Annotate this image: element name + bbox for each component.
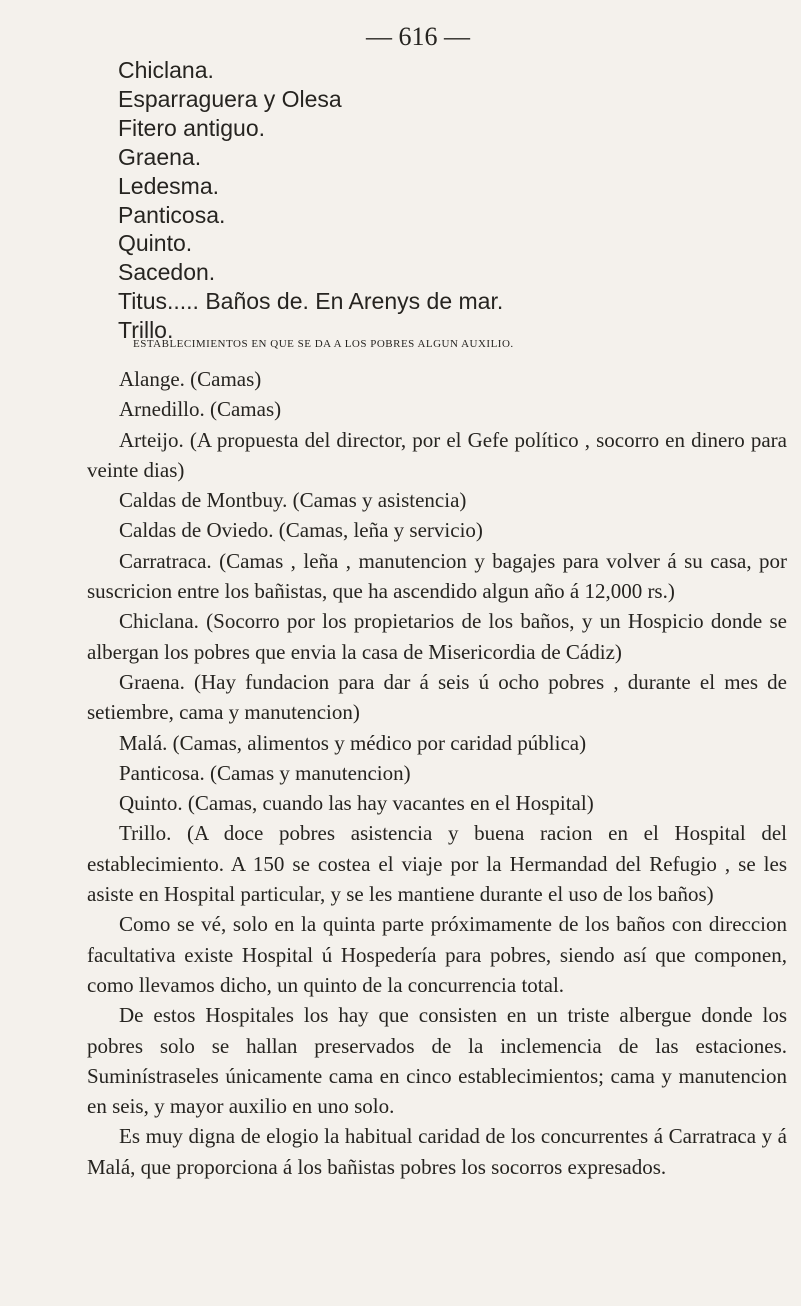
paragraph: Alange. (Camas)	[119, 367, 262, 391]
list-item: Titus..... Baños de. En Arenys de mar.	[118, 288, 504, 315]
section-title: ESTABLECIMIENTOS EN QUE SE DA A LOS POBRES ALGUN AUXILIO.	[133, 338, 514, 350]
list-item: Panticosa.	[118, 201, 226, 228]
paragraph: Carratraca. (Camas , leña , manutencion y bagajes para volver á su casa, por suscricion entre los bañistas, que ha ascendido algun año á 12,000 rs.)	[87, 548, 787, 604]
list-item: Chiclana.	[118, 57, 214, 83]
list-item: Fitero antiguo.	[118, 114, 266, 141]
list-item: Quinto.	[118, 230, 193, 257]
paragraph: Malá. (Camas, alimentos y médico por caridad pública)	[119, 730, 587, 755]
paragraph: Chiclana. (Socorro por los propietarios de los baños, y un Hospicio donde se albergan los pobres que envia la casa de Misericordia de Cádiz)	[87, 609, 787, 664]
paragraph: Arteijo. (A propuesta del director, por el Gefe político , socorro en dinero para veinte dias)	[87, 427, 787, 482]
list-item: Esparraguera y Olesa	[118, 85, 342, 112]
paragraph: Es muy digna de elogio la habitual caridad de los concurrentes á Carratraca y á Malá, que proporciona á los bañistas pobres los socorros expresados.	[87, 1124, 787, 1179]
paragraph: Trillo. (A doce pobres asistencia y buena racion en el Hospital del establecimiento. A 150 se costea el viaje por la Hermandad del Refugio , se les asiste en Hospital particular, y se les mantiene durante el uso de los baños)	[87, 821, 787, 907]
paragraph: Graena. (Hay fundacion para dar á seis ú ocho pobres , durante el mes de setiembre, cama y manutencion)	[87, 669, 787, 725]
paragraph: Caldas de Oviedo. (Camas, leña y servicio)	[119, 518, 483, 543]
body-text	[87, 364, 787, 1182]
list-item: Graena.	[118, 143, 202, 170]
paragraph: Quinto. (Camas, cuando las hay vacantes en el Hospital)	[119, 791, 594, 816]
paragraph: De estos Hospitales los hay que consisten en un triste albergue donde los pobres solo se hallan preservados de la inclemencia de las estaciones. Suminístraseles únicamente cama en cinco establecimientos; cama y manutencion en seis, y mayor auxilio en uno solo.	[87, 1003, 787, 1119]
paragraph: Como se vé, solo en la quinta parte próximamente de los baños con direccion facultativa existe Hospital ú Hospedería para pobres, siendo así que componen, como llevamos dicho, un quinto de la concurrencia total.	[87, 912, 787, 997]
page-number-header: — 616 —	[366, 22, 470, 51]
list-item: Ledesma.	[118, 172, 220, 199]
bath-list	[118, 56, 503, 345]
paragraph: Caldas de Montbuy. (Camas y asistencia)	[119, 488, 467, 513]
list-item: Trillo.	[118, 317, 174, 344]
paragraph: Arnedillo. (Camas)	[119, 397, 282, 422]
list-item: Sacedon.	[118, 259, 216, 286]
paragraph: Panticosa. (Camas y manutencion)	[119, 760, 411, 785]
